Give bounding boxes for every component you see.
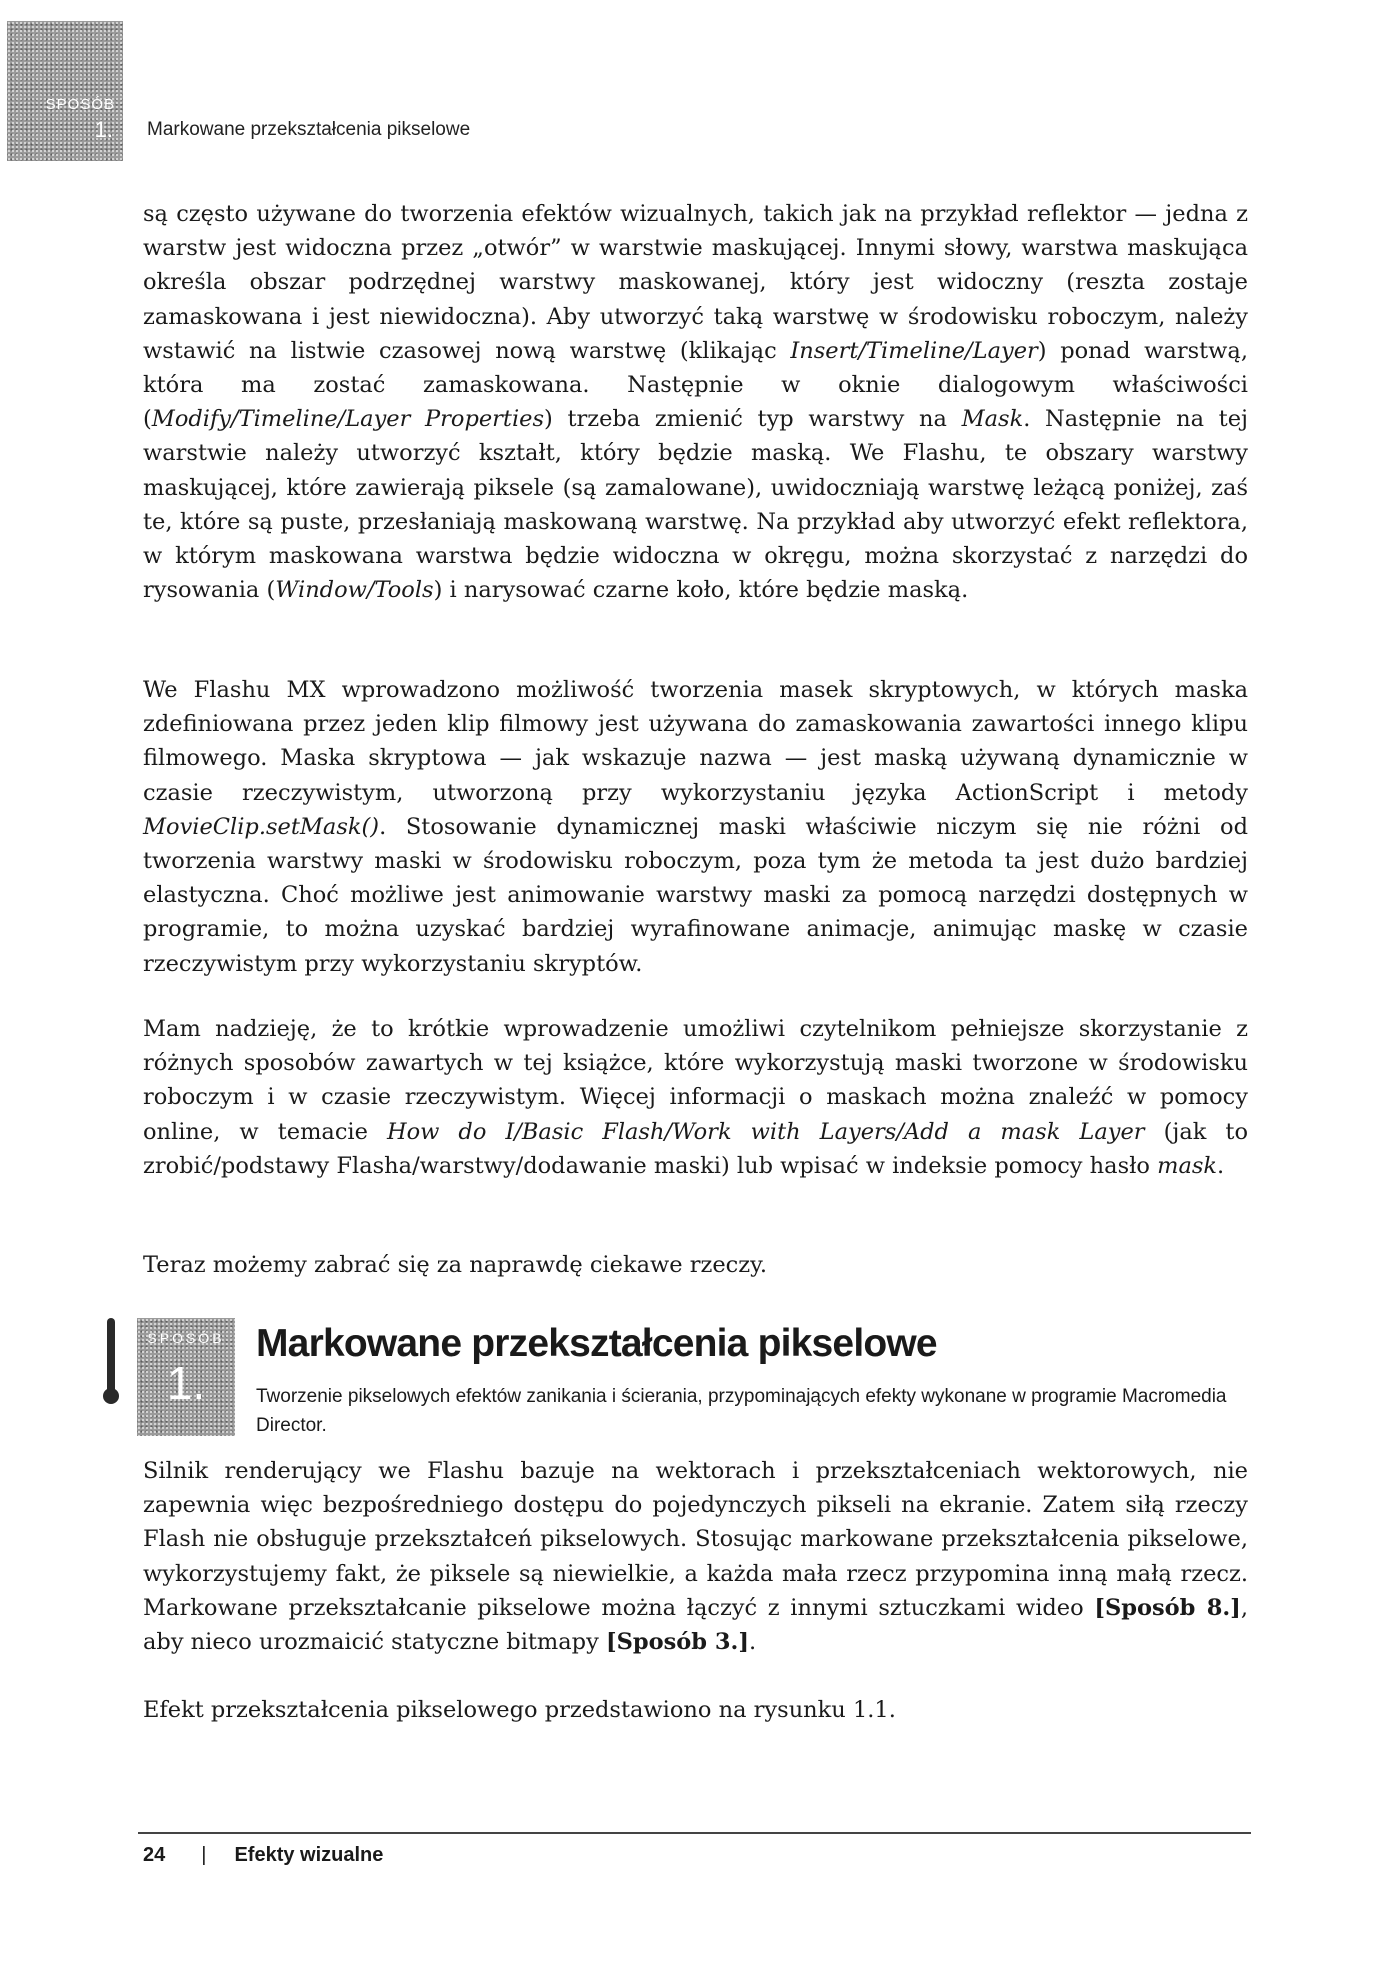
page-footer <box>143 1844 383 1867</box>
paragraph <box>143 1693 1248 1727</box>
section-title: Markowane przekształcenia pikselowe <box>256 1322 937 1365</box>
text-run: Mam nadzieję, że to krótkie wprowadzenie umożliwi czytelnikom pełniejsze skorzystanie z różnych sposobów zawartych w tej książce, które wykorzystują maski tworzone w środowisku roboczym i w czasie rzeczywistym. Więcej informacji o maskach można znaleźć w pomocy online, w temacie <box>143 1016 1248 1145</box>
text-run: , aby nieco urozmaicić statyczne bitmapy <box>143 1594 1248 1656</box>
paragraph <box>143 1012 1248 1183</box>
text-run: Efekt przekształcenia pikselowego przedstawiono na rysunku 1.1. <box>143 1697 896 1723</box>
cross-reference: [Sposób 3.] <box>605 1629 749 1656</box>
text-run: (jak to zrobić/podstawy Flasha/warstwy/dodawanie maski) lub wpisać w indeksie pomocy hasło <box>143 1118 1248 1179</box>
running-title: Markowane przekształcenia pikselowe <box>147 119 471 140</box>
text-run: Teraz możemy zabrać się za naprawdę ciekawe rzeczy. <box>143 1252 767 1278</box>
italic-term: Insert/Timeline/Layer <box>790 337 1038 364</box>
chapter-tab-number: 1. <box>94 117 113 142</box>
paragraph <box>143 197 1248 607</box>
paragraph <box>143 673 1248 981</box>
page-number: 24 <box>143 1844 166 1866</box>
text-run: . <box>748 1629 757 1656</box>
text-run: ) trzeba zmienić typ warstwy na <box>544 406 962 433</box>
footer-separator: | <box>201 1844 207 1866</box>
italic-term: MovieClip.setMask() <box>143 813 380 840</box>
thermometer-icon <box>103 1318 119 1410</box>
section-tab-label: SPOSÓB <box>147 1330 225 1346</box>
section-subtitle: Tworzenie pikselowych efektów zanikania i ścierania, przypominających efekty wykonane w programie Macromedia Director. <box>256 1386 1227 1436</box>
italic-term: Modify/Timeline/Layer Properties <box>151 406 545 433</box>
footer-rule <box>138 1832 1251 1834</box>
paragraph <box>143 1248 1248 1282</box>
section-tab <box>137 1318 235 1436</box>
italic-term: mask <box>1157 1152 1218 1179</box>
paragraph <box>143 1454 1248 1659</box>
italic-term: How do I/Basic Flash/Work with Layers/Add a mask Layer <box>386 1118 1145 1145</box>
chapter-tab <box>7 21 123 161</box>
text-run: ) ponad warstwą, która ma zostać zamaskowana. Następnie w oknie dialogowym właściwości ( <box>143 337 1248 433</box>
italic-term: Mask <box>961 406 1024 433</box>
chapter-name: Efekty wizualne <box>234 1844 384 1866</box>
section-tab-number: 1. <box>166 1357 206 1409</box>
text-run: Silnik renderujący we Flashu bazuje na wektorach i przekształceniach wektorowych, nie zapewnia więc bezpośredniego dostępu do pojedynczych pikseli na ekranie. Zatem siłą rzeczy Flash nie obsługuje przekształceń pikselowych. Stosując markowane przekształcenia pikselowe, wykorzystujemy fakt, że piksele są niewielkie, a każda mała rzecz przypomina inną małą rzecz. Markowane przekształcanie pikselowe można łączyć z innymi sztuczkami wideo <box>143 1458 1248 1621</box>
text-run: ) i narysować czarne koło, które będzie maską. <box>433 577 969 604</box>
italic-term: Window/Tools <box>275 577 434 604</box>
text-run: . Następnie na tej warstwie należy utworzyć kształt, który będzie maską. We Flashu, te obszary warstwy maskującej, które zawierają piksele (są zamalowane), uwidoczniają warstwę leżącą poniżej, zaś te, które są puste, przesłaniają maskowaną warstwę. Na przykład aby utworzyć efekt reflektora, w którym maskowana warstwa będzie widoczna w okręgu, można skorzystać z narzędzi do rysowania ( <box>143 406 1248 604</box>
text-run: We Flashu MX wprowadzono możliwość tworzenia masek skryptowych, w których maska zdefiniowana przez jeden klip filmowy jest używana do zamaskowania zawartości innego klipu filmowego. Maska skryptowa — jak wskazuje nazwa — jest maską używaną dynamicznie w czasie rzeczywistym, utworzoną przy wykorzystaniu języka ActionScript i metody <box>143 677 1248 806</box>
chapter-tab-label: SPOSÓB <box>45 96 115 113</box>
text-run: są często używane do tworzenia efektów wizualnych, takich jak na przykład reflektor — jedna z warstw jest widoczna przez „otwór” w warstwie maskującej. Innymi słowy, warstwa maskująca określa obszar podrzędnej warstwy maskowanej, który jest widoczny (reszta zostaje zamaskowana i jest niewidoczna). Aby utworzyć taką warstwę w środowisku roboczym, należy wstawić na listwie czasowej nową warstwę (klikając <box>143 201 1248 364</box>
cross-reference: [Sposób 8.] <box>1094 1594 1241 1621</box>
text-run: . <box>1217 1152 1225 1179</box>
text-run: . Stosowanie dynamicznej maski właściwie niczym się nie różni od tworzenia warstwy maski w środowisku roboczym, poza tym że metoda ta jest dużo bardziej elastyczna. Choć możliwe jest animowanie warstwy maski za pomocą narzędzi dostępnych w programie, to można uzyskać bardziej wyrafinowane animacje, animując maskę w czasie rzeczywistym przy wykorzystaniu skryptów. <box>143 813 1248 977</box>
